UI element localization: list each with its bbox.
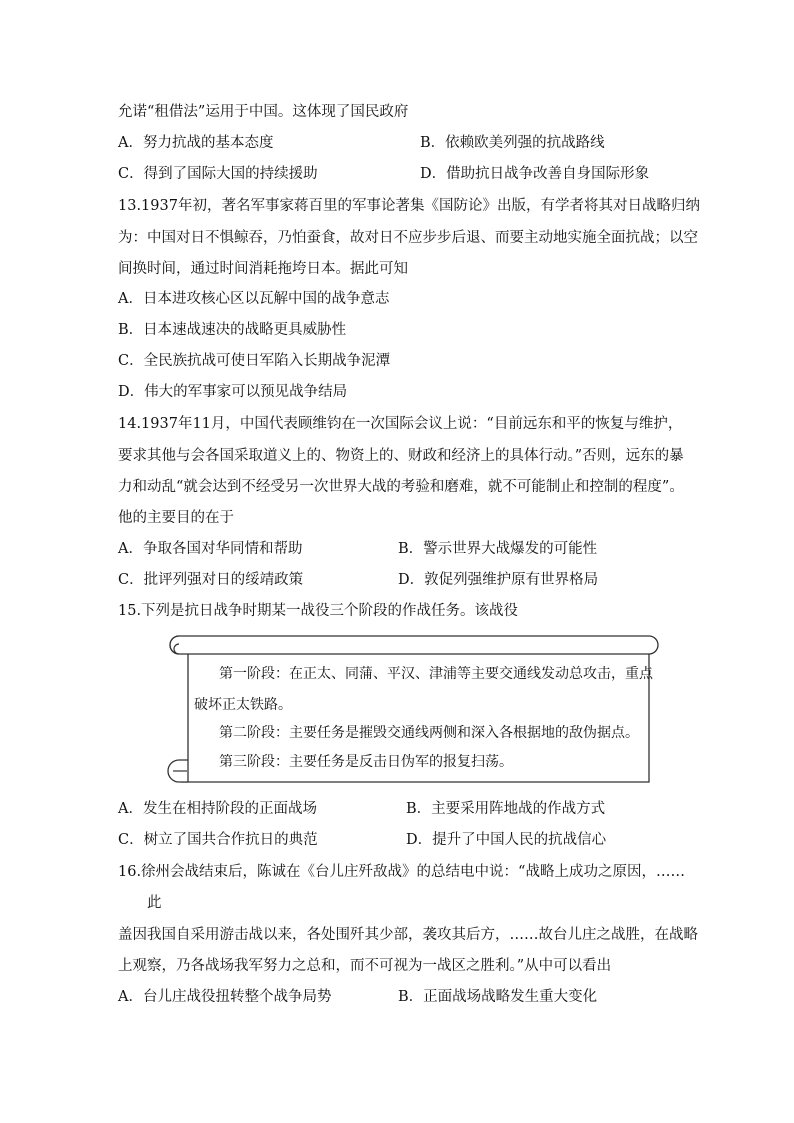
q13-option-d[interactable]: D．伟大的军事家可以预见战争结局 xyxy=(118,384,348,400)
q12-option-d[interactable]: D．借助抗日战争改善自身国际形象 xyxy=(420,166,650,182)
q16-stem-line4: 上观察，乃各战场我军努力之总和，而不可视为一战区之胜利。”从中可以看出 xyxy=(118,958,612,974)
q15-option-a[interactable]: A．发生在相持阶段的正面战场 xyxy=(118,801,317,817)
q16-option-b[interactable]: B．正面战场战略发生重大变化 xyxy=(398,989,598,1005)
q13-stem-line1: 13.1937年初，著名军事家蒋百里的军事论著集《国防论》出版，有学者将其对日战略归纳 xyxy=(118,198,700,214)
q14-stem-line3: 力和动乱“就会达到不经受另一次世界大战的考验和磨难，就不可能制止和控制的程度”。 xyxy=(118,479,684,495)
q16-stem-line1: 16.徐州会战结束后，陈诚在《台儿庄歼敌战》的总结电中说：“战略上成功之原因，…… xyxy=(118,864,685,880)
q14-option-a[interactable]: A．争取各国对华同情和帮助 xyxy=(118,541,303,557)
q13-option-b[interactable]: B．日本速战速决的战略更具威胁性 xyxy=(118,322,347,338)
q14-option-d[interactable]: D．敦促列强维护原有世界格局 xyxy=(398,572,599,588)
q14-stem-line1: 14.1937年11月，中国代表顾维钧在一次国际会议上说：“目前远东和平的恢复与维护， xyxy=(118,416,683,432)
q14-stem-line4: 他的主要目的在于 xyxy=(118,510,234,526)
q13-stem-line3: 间换时间，通过时间消耗拖垮日本。据此可知 xyxy=(118,261,408,277)
q13-option-a[interactable]: A．日本进攻核心区以瓦解中国的战争意志 xyxy=(118,291,390,307)
q12-option-a[interactable]: A．努力抗战的基本态度 xyxy=(118,135,274,151)
q15-option-b[interactable]: B．主要采用阵地战的作战方式 xyxy=(406,801,606,817)
q12-option-b[interactable]: B．依赖欧美列强的抗战路线 xyxy=(420,135,605,151)
q13-option-c[interactable]: C．全民族抗战可使日军陷入长期战争泥潭 xyxy=(118,353,391,369)
stage1-text-line1: 第一阶段：在正太、同蒲、平汉、津浦等主要交通线发动总攻击，重点 xyxy=(219,666,653,682)
q16-stem-line3: 盖因我国自采用游击战以来，各处围歼其少部，袭攻其后方，……故台儿庄之战胜，在战略 xyxy=(118,927,698,943)
q15-option-d[interactable]: D．提升了中国人民的抗战信心 xyxy=(406,832,607,848)
q15-stem-line1: 15.下列是抗日战争时期某一战役三个阶段的作战任务。该战役 xyxy=(118,603,519,619)
q13-stem-line2: 为：中国对日不惧鲸吞，乃怕蚕食，故对日不应步步后退、而要主动地实施全面抗战；以空 xyxy=(118,230,698,246)
stage3-text: 第三阶段：主要任务是反击日伪军的报复扫荡。 xyxy=(219,754,513,770)
stage1-text-line2: 破坏正太铁路。 xyxy=(194,697,292,713)
q14-option-b[interactable]: B．警示世界大战爆发的可能性 xyxy=(398,541,598,557)
stage2-text: 第二阶段：主要任务是摧毁交通线两侧和深入各根据地的敌伪据点。 xyxy=(219,725,639,741)
q16-option-a[interactable]: A．台儿庄战役扭转整个战争局势 xyxy=(118,989,332,1005)
q14-option-c[interactable]: C．批评列强对日的绥靖政策 xyxy=(118,572,304,588)
q16-stem-line2: 此 xyxy=(147,895,162,911)
campaign-stages-scroll xyxy=(165,632,659,784)
q15-option-c[interactable]: C．树立了国共合作抗日的典范 xyxy=(118,832,318,848)
q12-option-c[interactable]: C．得到了国际大国的持续援助 xyxy=(118,166,318,182)
q12-stem-end: 允诺“租借法”运用于中国。这体现了国民政府 xyxy=(118,104,409,120)
q14-stem-line2: 要求其他与会各国采取道义上的、物资上的、财政和经济上的具体行动。”否则，远东的暴 xyxy=(118,448,684,464)
